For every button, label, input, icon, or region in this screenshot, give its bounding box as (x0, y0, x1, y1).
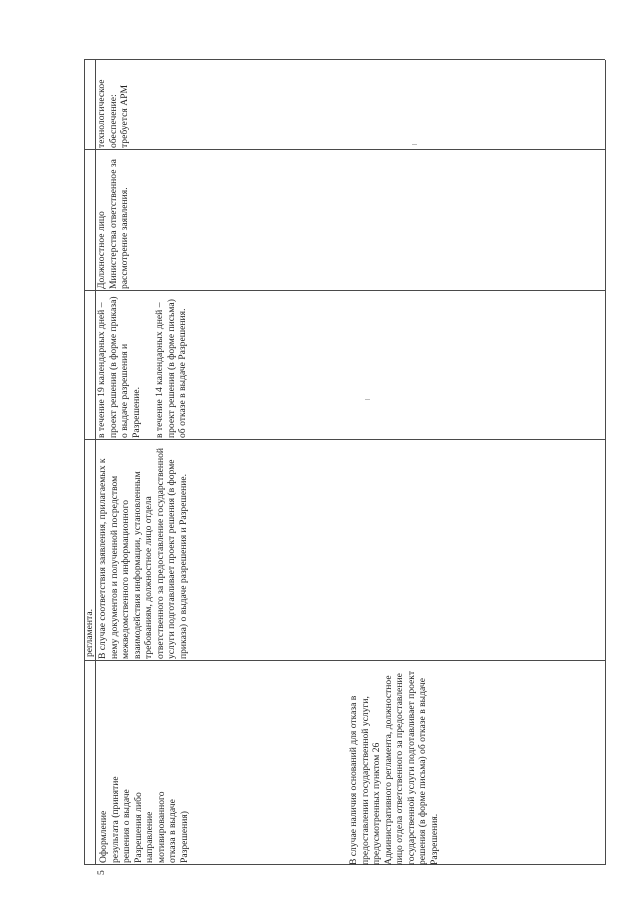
table-border-top (84, 60, 85, 865)
content-paragraph-2: В случае наличия оснований для отказа в предоставлении государственной услуги, предусмотренных пунктом 26 Административного регламента, должностное лицо отдела ответственного за предоставление государственной услуги подготавливает проект решения (в форме письма) об отказе в выдаче Разрешения. (348, 670, 440, 865)
row-number: 5 (96, 870, 107, 875)
responsible-cell: Должностное лицо Министерства ответственное за рассмотрение заявления. (96, 159, 130, 289)
term-paragraph-1: в течение 19 календарных дней – проект решения (в форме приказа) о выдаче разрешения и Разрешение. (96, 296, 142, 438)
conditions-cell: технологическое обеспечение: требуется АРМ (96, 79, 130, 148)
scan-mark (412, 144, 417, 145)
table-border-bottom (605, 60, 606, 865)
stage-cell: Оформление результата (принятие решения о выдаче Разрешения либо направление мотивированного отказа в выдаче Разрешения) (98, 776, 190, 863)
content-cell-b (348, 665, 603, 865)
content-cell (97, 442, 602, 659)
col-sep-3 (84, 439, 605, 440)
prev-row-tail: регламента. (84, 609, 95, 657)
col-sep-6 (84, 59, 605, 60)
term-paragraph-2: в течение 14 календарных дней – проект решения (в форме письма) об отказе в выдаче Разрешения. (154, 299, 188, 438)
col-sep-2 (84, 660, 605, 661)
col-sep-4 (84, 290, 605, 291)
col-sep-5 (84, 149, 605, 150)
term-cell (96, 292, 296, 438)
content-paragraph-1: В случае соответствия заявления, прилагаемых к нему документов и полученной посредством межведомственного информационного взаимодействия информации, установленным требованиям, должностное лицо отдела ответственного за предоставление государственной услуги подготавливает проект решения (в форме приказа) о выдаче разрешения и Разрешение. (97, 447, 189, 659)
scan-mark (365, 399, 370, 400)
